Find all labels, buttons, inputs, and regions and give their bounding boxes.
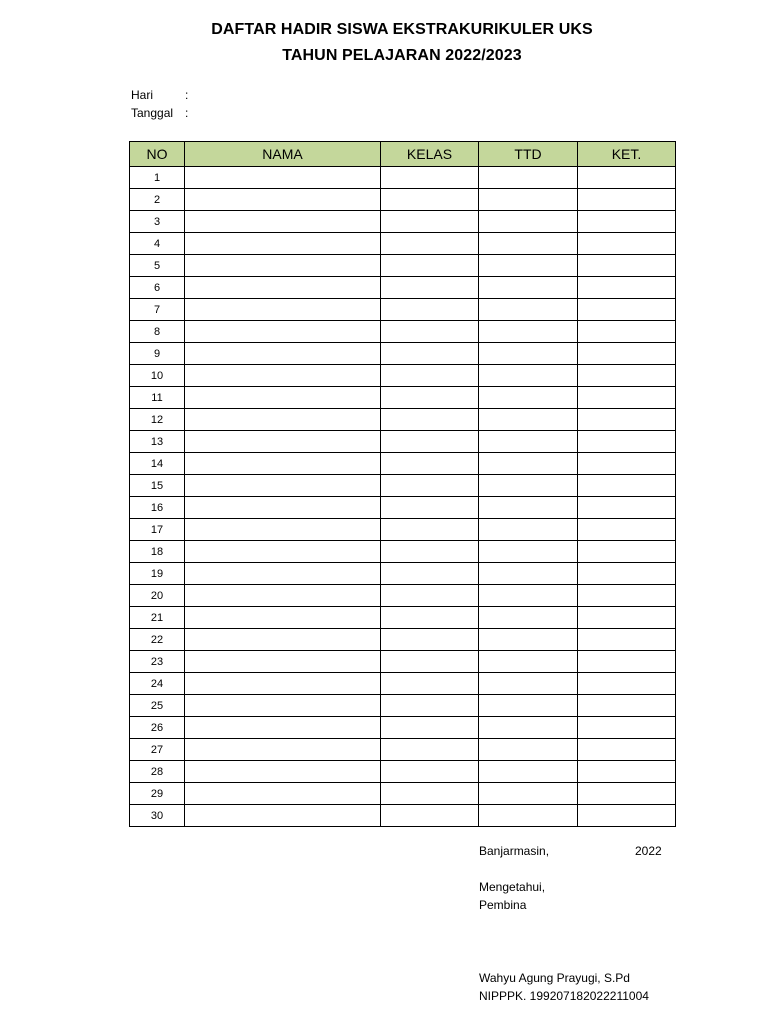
ttd-cell[interactable] — [479, 497, 578, 519]
header-no: NO — [130, 142, 185, 167]
ket-cell[interactable] — [578, 255, 676, 277]
ttd-cell[interactable] — [479, 739, 578, 761]
kelas-cell[interactable] — [381, 761, 479, 783]
ket-cell[interactable] — [578, 717, 676, 739]
row-number: 30 — [130, 805, 185, 827]
ttd-cell[interactable] — [479, 343, 578, 365]
ttd-cell[interactable] — [479, 541, 578, 563]
nama-cell[interactable] — [185, 717, 381, 739]
table-row — [130, 431, 676, 453]
table-row — [130, 365, 676, 387]
ttd-cell[interactable] — [479, 233, 578, 255]
kelas-cell[interactable] — [381, 651, 479, 673]
ket-cell[interactable] — [578, 739, 676, 761]
nama-cell[interactable] — [185, 761, 381, 783]
signature-city: Banjarmasin, — [479, 844, 550, 858]
table-row — [130, 805, 676, 827]
table-row — [130, 277, 676, 299]
table-row — [130, 739, 676, 761]
kelas-cell[interactable] — [381, 189, 479, 211]
row-number: 16 — [130, 497, 185, 519]
row-number: 13 — [130, 431, 185, 453]
table-row — [130, 233, 676, 255]
ttd-cell[interactable] — [479, 695, 578, 717]
ket-cell[interactable] — [578, 167, 676, 189]
ttd-cell[interactable] — [479, 673, 578, 695]
kelas-cell[interactable] — [381, 167, 479, 189]
nama-cell[interactable] — [185, 387, 381, 409]
ttd-cell[interactable] — [479, 167, 578, 189]
nama-cell[interactable] — [185, 629, 381, 651]
ket-cell[interactable] — [578, 475, 676, 497]
table-row — [130, 475, 676, 497]
kelas-cell[interactable] — [381, 695, 479, 717]
table-row — [130, 409, 676, 431]
kelas-cell[interactable] — [381, 497, 479, 519]
ttd-cell[interactable] — [479, 761, 578, 783]
ttd-cell[interactable] — [479, 321, 578, 343]
nama-cell[interactable] — [185, 739, 381, 761]
table-row — [130, 563, 676, 585]
nama-cell[interactable] — [185, 541, 381, 563]
ttd-cell[interactable] — [479, 277, 578, 299]
ttd-cell[interactable] — [479, 783, 578, 805]
nama-cell[interactable] — [185, 233, 381, 255]
ttd-cell[interactable] — [479, 431, 578, 453]
row-number: 25 — [130, 695, 185, 717]
table-row — [130, 673, 676, 695]
ket-cell[interactable] — [578, 673, 676, 695]
kelas-cell[interactable] — [381, 233, 479, 255]
row-number: 17 — [130, 519, 185, 541]
row-number: 4 — [130, 233, 185, 255]
table-row — [130, 255, 676, 277]
row-number: 24 — [130, 673, 185, 695]
ttd-cell[interactable] — [479, 585, 578, 607]
hari-separator: : — [185, 88, 189, 102]
table-row — [130, 585, 676, 607]
signature-year: 2022 — [635, 844, 662, 858]
row-number: 1 — [130, 167, 185, 189]
row-number: 23 — [130, 651, 185, 673]
ket-cell[interactable] — [578, 695, 676, 717]
tanggal-field — [131, 106, 188, 120]
kelas-cell[interactable] — [381, 717, 479, 739]
ket-cell[interactable] — [578, 365, 676, 387]
ket-cell[interactable] — [578, 607, 676, 629]
table-row — [130, 607, 676, 629]
ket-cell[interactable] — [578, 651, 676, 673]
nama-cell[interactable] — [185, 585, 381, 607]
kelas-cell[interactable] — [381, 541, 479, 563]
row-number: 20 — [130, 585, 185, 607]
kelas-cell[interactable] — [381, 365, 479, 387]
ket-cell[interactable] — [578, 321, 676, 343]
row-number: 29 — [130, 783, 185, 805]
kelas-cell[interactable] — [381, 453, 479, 475]
signature-acknowledged: Mengetahui, — [479, 880, 546, 894]
ket-cell[interactable] — [578, 387, 676, 409]
nama-cell[interactable] — [185, 255, 381, 277]
table-header-row — [130, 142, 676, 167]
hari-field — [131, 88, 188, 102]
nama-cell[interactable] — [185, 343, 381, 365]
kelas-cell[interactable] — [381, 563, 479, 585]
nama-cell[interactable] — [185, 299, 381, 321]
ket-cell[interactable] — [578, 761, 676, 783]
ttd-cell[interactable] — [479, 189, 578, 211]
nama-cell[interactable] — [185, 607, 381, 629]
nama-cell[interactable] — [185, 673, 381, 695]
tanggal-separator: : — [185, 106, 189, 120]
ttd-cell[interactable] — [479, 255, 578, 277]
ket-cell[interactable] — [578, 211, 676, 233]
nama-cell[interactable] — [185, 453, 381, 475]
row-number: 9 — [130, 343, 185, 365]
ttd-cell[interactable] — [479, 629, 578, 651]
row-number: 6 — [130, 277, 185, 299]
table-row — [130, 497, 676, 519]
kelas-cell[interactable] — [381, 805, 479, 827]
ttd-cell[interactable] — [479, 519, 578, 541]
kelas-cell[interactable] — [381, 629, 479, 651]
nama-cell[interactable] — [185, 563, 381, 585]
nama-cell[interactable] — [185, 321, 381, 343]
row-number: 12 — [130, 409, 185, 431]
ttd-cell[interactable] — [479, 563, 578, 585]
ttd-cell[interactable] — [479, 475, 578, 497]
ket-cell[interactable] — [578, 409, 676, 431]
table-row — [130, 717, 676, 739]
nama-cell[interactable] — [185, 651, 381, 673]
kelas-cell[interactable] — [381, 343, 479, 365]
table-row — [130, 167, 676, 189]
ttd-cell[interactable] — [479, 211, 578, 233]
signature-name: Wahyu Agung Prayugi, S.Pd — [479, 971, 630, 985]
nama-cell[interactable] — [185, 189, 381, 211]
document-title-line1: DAFTAR HADIR SISWA EKSTRAKURIKULER UKS — [211, 21, 593, 38]
row-number: 10 — [130, 365, 185, 387]
row-number: 28 — [130, 761, 185, 783]
table-row — [130, 211, 676, 233]
table-row — [130, 519, 676, 541]
ket-cell[interactable] — [578, 431, 676, 453]
nama-cell[interactable] — [185, 211, 381, 233]
nama-cell[interactable] — [185, 475, 381, 497]
ttd-cell[interactable] — [479, 453, 578, 475]
row-number: 8 — [130, 321, 185, 343]
table-row — [130, 387, 676, 409]
row-number: 21 — [130, 607, 185, 629]
row-number: 26 — [130, 717, 185, 739]
ket-cell[interactable] — [578, 233, 676, 255]
ket-cell[interactable] — [578, 629, 676, 651]
kelas-cell[interactable] — [381, 431, 479, 453]
nama-cell[interactable] — [185, 409, 381, 431]
nama-cell[interactable] — [185, 695, 381, 717]
ttd-cell[interactable] — [479, 717, 578, 739]
ket-cell[interactable] — [578, 563, 676, 585]
nama-cell[interactable] — [185, 365, 381, 387]
kelas-cell[interactable] — [381, 409, 479, 431]
ket-cell[interactable] — [578, 497, 676, 519]
kelas-cell[interactable] — [381, 321, 479, 343]
kelas-cell[interactable] — [381, 211, 479, 233]
ttd-cell[interactable] — [479, 365, 578, 387]
row-number: 15 — [130, 475, 185, 497]
header-kelas: KELAS — [381, 142, 479, 167]
row-number: 14 — [130, 453, 185, 475]
row-number: 5 — [130, 255, 185, 277]
kelas-cell[interactable] — [381, 475, 479, 497]
attendance-table — [129, 141, 676, 827]
table-row — [130, 761, 676, 783]
ket-cell[interactable] — [578, 189, 676, 211]
table-row — [130, 299, 676, 321]
ket-cell[interactable] — [578, 519, 676, 541]
hari-label: Hari — [131, 88, 154, 102]
tanggal-label: Tanggal — [131, 106, 174, 120]
header-ket: KET. — [578, 142, 676, 167]
nama-cell[interactable] — [185, 431, 381, 453]
table-row — [130, 541, 676, 563]
row-number: 27 — [130, 739, 185, 761]
ttd-cell[interactable] — [479, 607, 578, 629]
kelas-cell[interactable] — [381, 673, 479, 695]
kelas-cell[interactable] — [381, 607, 479, 629]
ttd-cell[interactable] — [479, 387, 578, 409]
document-title-line2: TAHUN PELAJARAN 2022/2023 — [282, 47, 522, 64]
row-number: 7 — [130, 299, 185, 321]
header-ttd: TTD — [479, 142, 578, 167]
kelas-cell[interactable] — [381, 299, 479, 321]
row-number: 22 — [130, 629, 185, 651]
header-nama: NAMA — [185, 142, 381, 167]
nama-cell[interactable] — [185, 167, 381, 189]
ttd-cell[interactable] — [479, 805, 578, 827]
row-number: 19 — [130, 563, 185, 585]
table-row — [130, 453, 676, 475]
row-number: 11 — [130, 387, 185, 409]
signature-nip: NIPPPK. 199207182022211004 — [479, 989, 649, 1003]
kelas-cell[interactable] — [381, 739, 479, 761]
table-row — [130, 629, 676, 651]
kelas-cell[interactable] — [381, 783, 479, 805]
kelas-cell[interactable] — [381, 585, 479, 607]
ttd-cell[interactable] — [479, 299, 578, 321]
ket-cell[interactable] — [578, 585, 676, 607]
ket-cell[interactable] — [578, 343, 676, 365]
ket-cell[interactable] — [578, 541, 676, 563]
nama-cell[interactable] — [185, 277, 381, 299]
nama-cell[interactable] — [185, 805, 381, 827]
kelas-cell[interactable] — [381, 387, 479, 409]
row-number: 2 — [130, 189, 185, 211]
table-row — [130, 651, 676, 673]
row-number: 3 — [130, 211, 185, 233]
ket-cell[interactable] — [578, 277, 676, 299]
table-row — [130, 783, 676, 805]
signature-role: Pembina — [479, 898, 527, 912]
table-row — [130, 189, 676, 211]
nama-cell[interactable] — [185, 519, 381, 541]
table-row — [130, 343, 676, 365]
kelas-cell[interactable] — [381, 255, 479, 277]
ket-cell[interactable] — [578, 299, 676, 321]
nama-cell[interactable] — [185, 497, 381, 519]
table-row — [130, 695, 676, 717]
kelas-cell[interactable] — [381, 519, 479, 541]
ttd-cell[interactable] — [479, 409, 578, 431]
table-row — [130, 321, 676, 343]
row-number: 18 — [130, 541, 185, 563]
kelas-cell[interactable] — [381, 277, 479, 299]
ttd-cell[interactable] — [479, 651, 578, 673]
ket-cell[interactable] — [578, 783, 676, 805]
nama-cell[interactable] — [185, 783, 381, 805]
ket-cell[interactable] — [578, 805, 676, 827]
ket-cell[interactable] — [578, 453, 676, 475]
